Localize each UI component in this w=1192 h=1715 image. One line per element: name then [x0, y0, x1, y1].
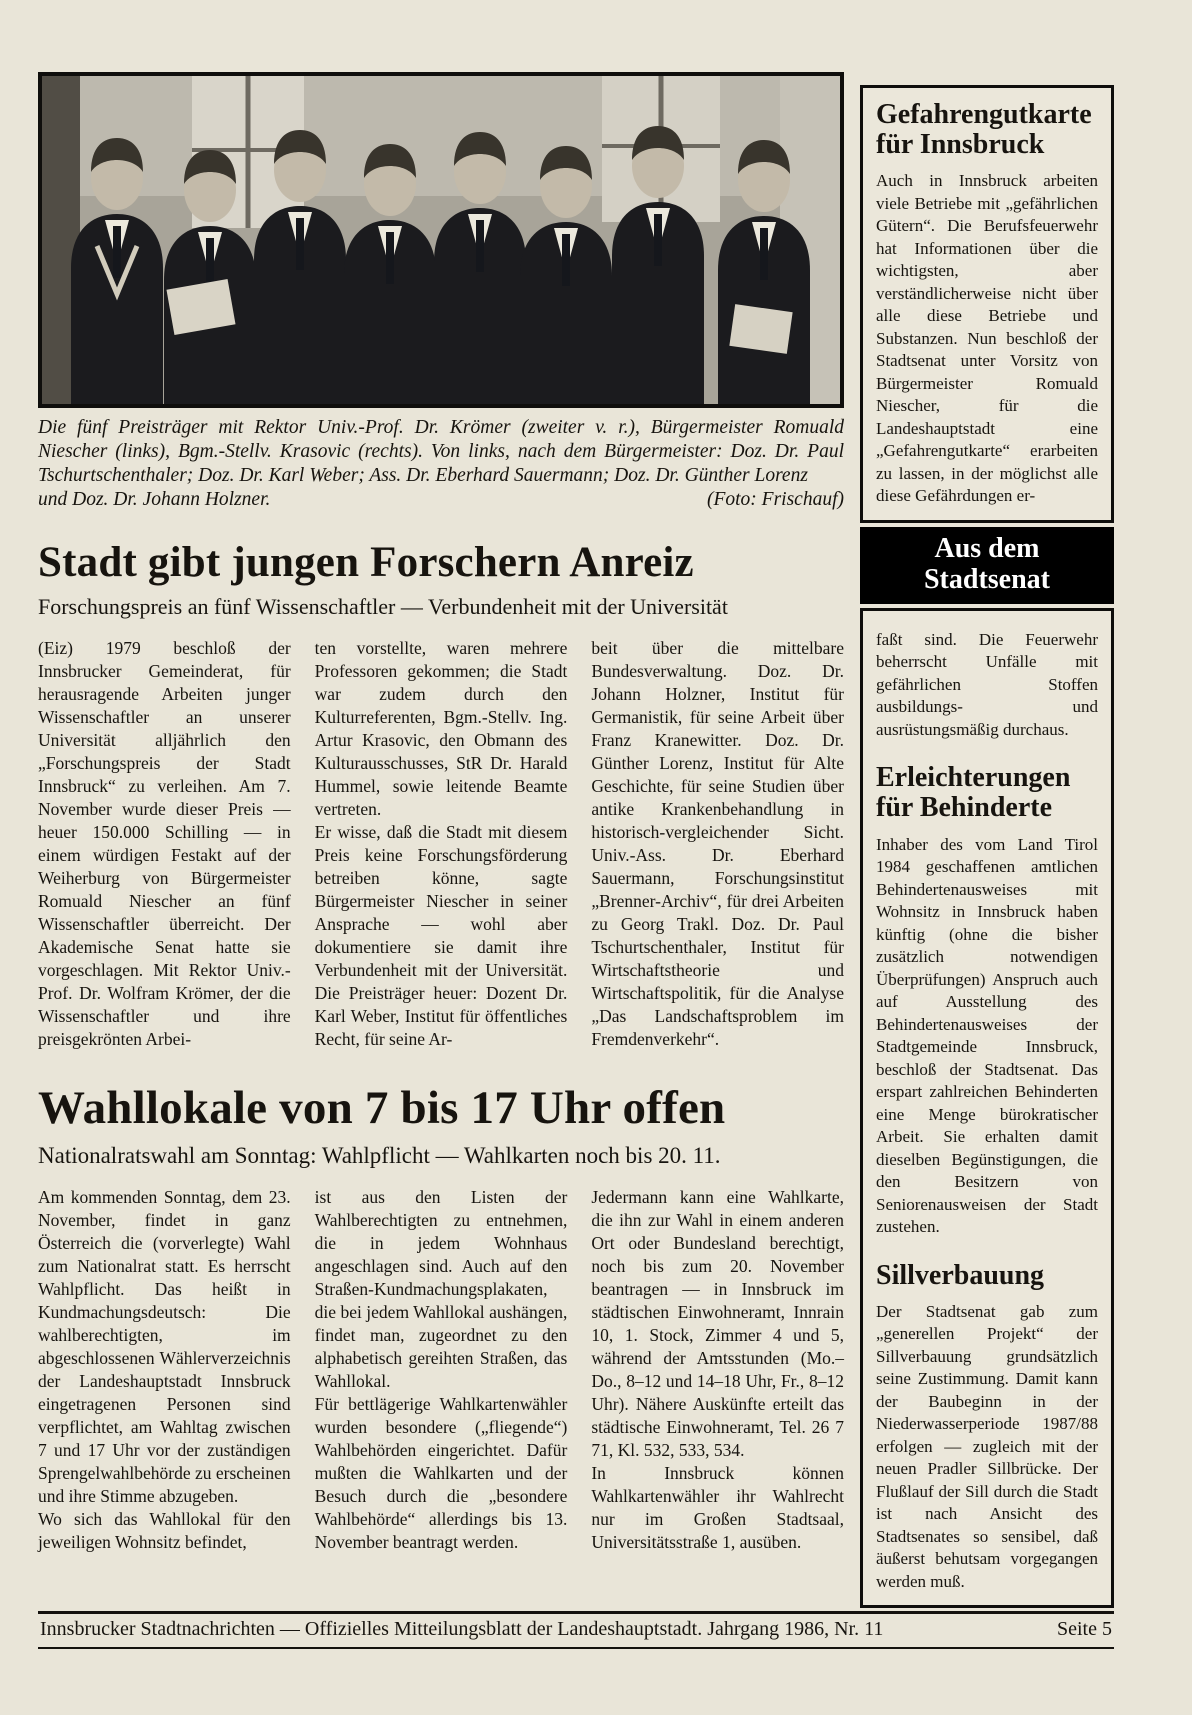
footer-publication-info: Innsbrucker Stadtnachrichten — Offizielles Mitteilungsblatt der Landeshauptstadt. Jahrgang 1986, Nr. 11 — [40, 1618, 884, 1640]
article2-subhead: Nationalratswahl am Sonntag: Wahlpflicht — Wahlkarten noch bis 20. 11. — [38, 1143, 721, 1169]
footer-page-number: Seite 5 — [1057, 1618, 1112, 1640]
article1-column-3: beit über die mittelbare Bundesverwaltung. Doz. Dr. Johann Holzner, Institut für Germanistik, für seine Arbeit über Franz Kranewitter. Doz. Dr. Günther Lorenz, Institut für Alte Geschichte, für seine Studien über antike Krankenbehandlung in historisch-vergleichender Sicht. Univ.-Ass. Dr. Eberhard Sauermann, Forschungsinstitut „Brenner-Archiv“, für drei Arbeiten zu Georg Trakl. Doz. Dr. Paul Tschurtschenthaler, Institut für Wirtschaftstheorie und Wirtschaftspolitik, für die Analyse „Das Landschaftsproblem im Fremdenverkehr“. — [591, 638, 845, 1050]
sidebar-intro: faßt sind. Die Feuerwehr beherrscht Unfälle mit gefährlichen Stoffen ausbildungs- und ausrüstungsmäßig durchaus. — [876, 629, 1098, 739]
article2-headline: Wahllokale von 7 bis 17 Uhr offen — [38, 1082, 726, 1135]
page-footer — [38, 1611, 1114, 1649]
sidebar-body-erleichterungen: Inhaber des vom Land Tirol 1984 geschaffenen amtlichen Behindertenausweises mit Wohnsitz in Innsbruck haben künftig (ohne die bisher zusätzlich notwendigen Überprüfungen) Anspruch auch auf Ausstellung des Behindertenausweises der Stadtgemeinde Innsbruck, beschloß der Stadtsenat. Das erspart zahlreichen Behinderten eine Menge bürokratischer Arbeit. Sie erhalten damit dieselben Begünstigungen, die den Besitzern von Seniorenausweisen der Stadt zustehen. — [876, 834, 1098, 1237]
sidebar-banner-aus-dem-stadtsenat — [860, 527, 1114, 604]
article2-column-1: Am kommenden Sonntag, dem 23. November, findet in ganz Österreich die (vorverlegte) Wahl zum Nationalrat statt. Es herrscht Wahlpflicht. Das heißt in Kundmachungsdeutsch: Die wahlberechtigten, im abgeschlossenen Wählerverzeichnis der Landeshauptstadt Innsbruck eingetragenen Personen sind verpflichtet, am Wahltag zwischen 7 und 17 Uhr vor der zuständigen Sprengelwahlbehörde zu erscheinen und ihre Stimme abzugeben. Wo sich das Wahllokal für den jeweiligen Wohnsitz befindet, — [38, 1187, 291, 1553]
photo-caption — [38, 416, 844, 512]
article-photo-frame — [38, 72, 844, 408]
article1-body — [38, 637, 844, 1051]
sidebar-body-gefahrengutkarte: Auch in Innsbruck arbeiten viele Betriebe mit „gefährlichen Gütern“. Die Berufsfeuerwehr hat Informationen über die wichtigsten, aber verständlicherweise nicht über alle diese Betriebe und Substanzen. Nun beschloß der Stadtsenat unter Vorsitz von Bürgermeister Romuald Niescher, für die Landeshauptstadt eine „Gefahrengutkarte“ erarbeiten zu lassen, in der möglichst alle diese Gefährdungen er- — [876, 171, 1098, 506]
sidebar-box-stadtsenat — [860, 608, 1114, 1609]
photo-caption-end: und Doz. Dr. Johann Holzner. — [38, 489, 271, 510]
photo-credit: (Foto: Frischauf) — [706, 489, 844, 510]
article1-column-2: ten vorstellte, waren mehrere Professoren gekommen; die Stadt war zudem durch den Kulturreferenten, Bgm.-Stellv. Ing. Artur Krasovic, den Obmann des Kulturausschusses, StR Dr. Harald Hummel, sowie leitende Beamte vertreten. Er wisse, daß die Stadt mit diesem Preis keine Forschungsförderung betreiben könne, sagte Bürgermeister Niescher in seiner Ansprache — wohl aber dokumentiere sie damit ihre Verbundenheit mit der Universität. Die Preisträger heuer: Dozent Dr. Karl Weber, Institut für öffentliches Recht, für seine Ar- — [314, 638, 568, 1050]
group-photo — [42, 76, 840, 404]
main-column — [38, 72, 844, 1554]
banner-line-2: Stadtsenat — [923, 563, 1050, 595]
article2-column-2: ist aus den Listen der Wahlberechtigten zu entnehmen, die in jedem Wohnhaus angeschlagen sind. Auch auf den Straßen-Kundmachungsplakaten, die bei jedem Wahllokal aushängen, findet man, zugeordnet zu den alphabetisch gereihten Straßen, das Wahllokal. Für bettlägerige Wahlkartenwähler wurden besondere („fliegende“) Wahlbehörden eingerichtet. Dafür mußten die Wahlkarten und der Besuch durch die „besondere Wahlbehörde“ allerdings bis 13. November beantragt werden. — [314, 1187, 568, 1553]
sidebar-box-gefahrengutkarte — [860, 85, 1114, 523]
photo-caption-text: Die fünf Preisträger mit Rektor Univ.-Prof. Dr. Krömer (zweiter v. r.), Bürgermeister Romuald Niescher (links), Bgm.-Stellv. Krasovic (rechts). Von links, nach dem Bürgermeister: Doz. Dr. Paul Tschurtschenthaler; Doz. Dr. Karl Weber; Ass. Dr. Eberhard Sauermann; Doz. Dr. Günther Lorenz — [38, 417, 844, 486]
article2-column-3: Jedermann kann eine Wahlkarte, die ihn zur Wahl in einem anderen Ort oder Bundesland berechtigt, noch bis zum 20. November beantragen — in Innsbruck im städtischen Einwohneramt, Innrain 10, 1. Stock, Zimmer 4 und 5, während der Amtsstunden (Mo.–Do., 8–12 und 14–18 Uhr, Fr., 8–12 Uhr). Nähere Auskünfte erteilt das städtische Einwohneramt, Tel. 26 7 71, Kl. 532, 533, 534. In Innsbruck können Wahlkartenwähler ihr Wahlrecht nur im Großen Stadtsaal, Universitätsstraße 1, ausüben. — [591, 1187, 845, 1553]
sidebar-title-erleichterungen: Erleichterungen für Behinderte — [876, 762, 1071, 824]
banner-line-1: Aus dem — [934, 532, 1040, 564]
article1-headline: Stadt gibt jungen Forschern Anreiz — [38, 539, 694, 586]
article2-body — [38, 1186, 844, 1554]
article1-subhead: Forschungspreis an fünf Wissenschaftler — Verbundenheit mit der Universität — [38, 594, 728, 620]
photo-document — [729, 304, 792, 354]
article1-column-1: (Eiz) 1979 beschloß der Innsbrucker Gemeinderat, für herausragende Arbeiten junger Wissenschaftler an unserer Universität alljährlich den „Forschungspreis der Stadt Innsbruck“ zu verleihen. Am 7. November wurde dieser Preis — heuer 150.000 Schilling — in einem würdigen Festakt auf der Weiherburg von Bürgermeister Romuald Niescher an fünf Wissenschaftler überreicht. Der Akademische Senat hatte sie vorgeschlagen. Mit Rektor Univ.-Prof. Dr. Wolfram Krömer, der die Wissenschaftler und ihre preisgekrönten Arbei- — [38, 638, 291, 1050]
sidebar-body-sillverbauung: Der Stadtsenat gab zum „generellen Projekt“ der Sillverbauung grundsätzlich seine Zustimmung. Damit kann der Baubeginn in der Niederwasserperiode 1987/88 erfolgen — zugleich mit der neuen Pradler Sillbrücke. Der Flußlauf der Sill durch die Stadt ist nach Ansicht des Stadtsenates so sensibel, daß äußerst behutsam vorgegangen werden muß. — [876, 1301, 1098, 1591]
sidebar — [860, 85, 1114, 1608]
sidebar-title-gefahrengutkarte: Gefahrengutkarte für Innsbruck — [876, 99, 1092, 161]
sidebar-title-sillverbauung: Sillverbauung — [876, 1259, 1045, 1291]
